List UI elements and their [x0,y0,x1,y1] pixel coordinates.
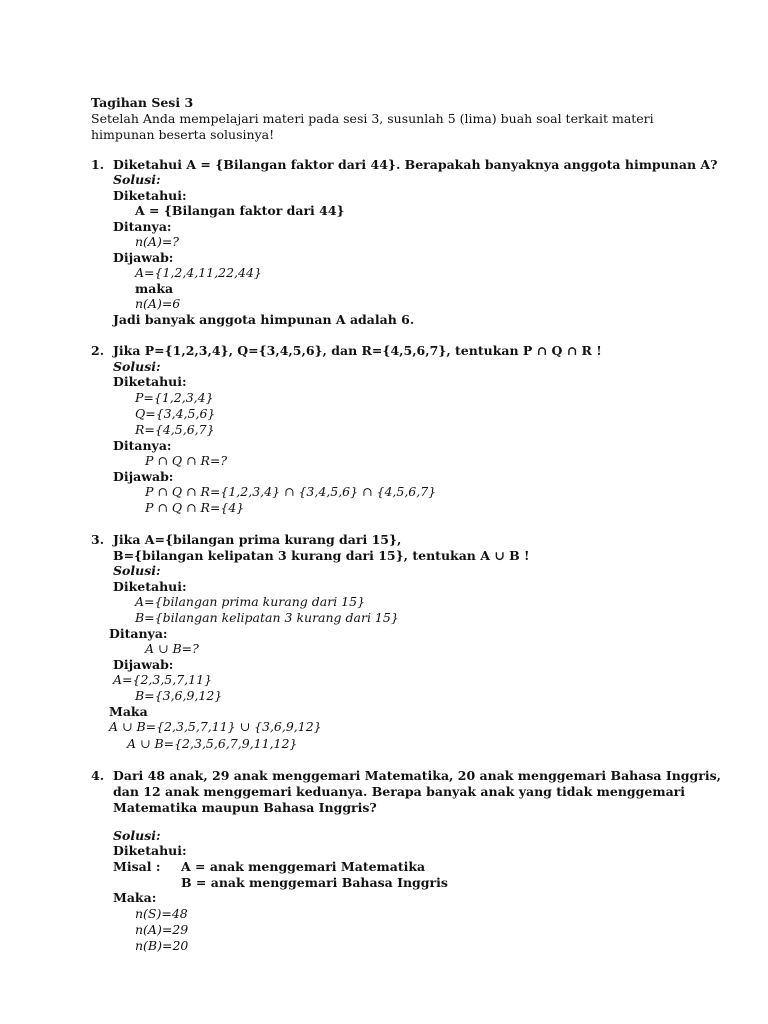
q2-answer-1: P ∩ Q ∩ R={1,2,3,4} ∩ {3,4,5,6} ∩ {4,5,6,7} [145,484,437,499]
q2-asked: P ∩ Q ∩ R=? [145,453,228,468]
q3-number: 3. [91,532,105,547]
q3-answer-b: B={3,6,9,12} [135,688,223,703]
q4-number: 4. [91,768,105,783]
q4-question-line-2: dan 12 anak menggemari keduanya. Berapa banyak anak yang tidak menggemari [113,784,686,799]
q4-value-b: n(B)=20 [135,938,189,953]
q4-misal-a: A = anak menggemari Matematika [181,859,426,874]
q4-question-line-3: Matematika maupun Bahasa Inggris? [113,800,377,815]
q4-value-s: n(S)=48 [135,906,188,921]
q1-set: A={1,2,4,11,22,44} [135,265,262,280]
q4-diketahui-label: Diketahui: [113,843,187,858]
q2-question: Jika P={1,2,3,4}, Q={3,4,5,6}, dan R={4,5,6,7}, tentukan P ∩ Q ∩ R ! [113,343,602,358]
q3-known-a: A={bilangan prima kurang dari 15} [135,594,366,609]
q3-result-1: A ∪ B={2,3,5,7,11} ∪ {3,6,9,12} [109,719,322,734]
page-title: Tagihan Sesi 3 [91,95,194,110]
q4-question-line-1: Dari 48 anak, 29 anak menggemari Matematika, 20 anak menggemari Bahasa Inggris, [113,768,721,783]
q1-asked: n(A)=? [135,234,180,249]
q3-diketahui-label: Diketahui: [113,579,187,594]
q1-known: A = {Bilangan faktor dari 44} [135,203,345,218]
intro-line-1: Setelah Anda mempelajari materi pada sesi 3, susunlah 5 (lima) buah soal terkait materi [91,111,654,126]
q1-number: 1. [91,157,105,172]
q3-answer-a: A={2,3,5,7,11} [113,672,213,687]
q4-value-a: n(A)=29 [135,922,189,937]
q2-known-q: Q={3,4,5,6} [135,406,216,421]
q4-solusi-label: Solusi: [113,828,161,843]
q1-diketahui-label: Diketahui: [113,188,187,203]
q2-known-r: R={4,5,6,7} [135,422,215,437]
q3-ditanya-label: Ditanya: [109,626,168,641]
q1-question: Diketahui A = {Bilangan faktor dari 44}. Berapakah banyaknya anggota himpunan A? [113,157,718,172]
q2-diketahui-label: Diketahui: [113,374,187,389]
q1-result: n(A)=6 [135,296,181,311]
q2-answer-2: P ∩ Q ∩ R={4} [145,500,245,515]
q3-known-b: B={bilangan kelipatan 3 kurang dari 15} [135,610,399,625]
q4-misal-b: B = anak menggemari Bahasa Inggris [181,875,448,890]
q2-number: 2. [91,343,105,358]
q3-question-line-2: B={bilangan kelipatan 3 kurang dari 15}, tentukan A ∪ B ! [113,548,530,563]
q1-dijawab-label: Dijawab: [113,250,174,265]
q2-known-p: P={1,2,3,4} [135,390,214,405]
q3-result-2: A ∪ B={2,3,5,6,7,9,11,12} [127,736,298,751]
q3-maka-label: Maka [109,704,148,719]
q1-ditanya-label: Ditanya: [113,219,172,234]
q2-ditanya-label: Ditanya: [113,438,172,453]
q4-misal-label: Misal : [113,859,161,874]
q3-asked: A ∪ B=? [145,641,199,656]
intro-line-2: himpunan beserta solusinya! [91,127,275,142]
q1-solusi-label: Solusi: [113,172,161,187]
q3-solusi-label: Solusi: [113,563,161,578]
q3-question-line-1: Jika A={bilangan prima kurang dari 15}, [113,532,402,547]
q1-maka-label: maka [135,281,174,296]
q2-solusi-label: Solusi: [113,359,161,374]
q1-conclusion: Jadi banyak anggota himpunan A adalah 6. [113,312,415,327]
q4-maka-label: Maka: [113,890,157,905]
q3-dijawab-label: Dijawab: [113,657,174,672]
q2-dijawab-label: Dijawab: [113,469,174,484]
